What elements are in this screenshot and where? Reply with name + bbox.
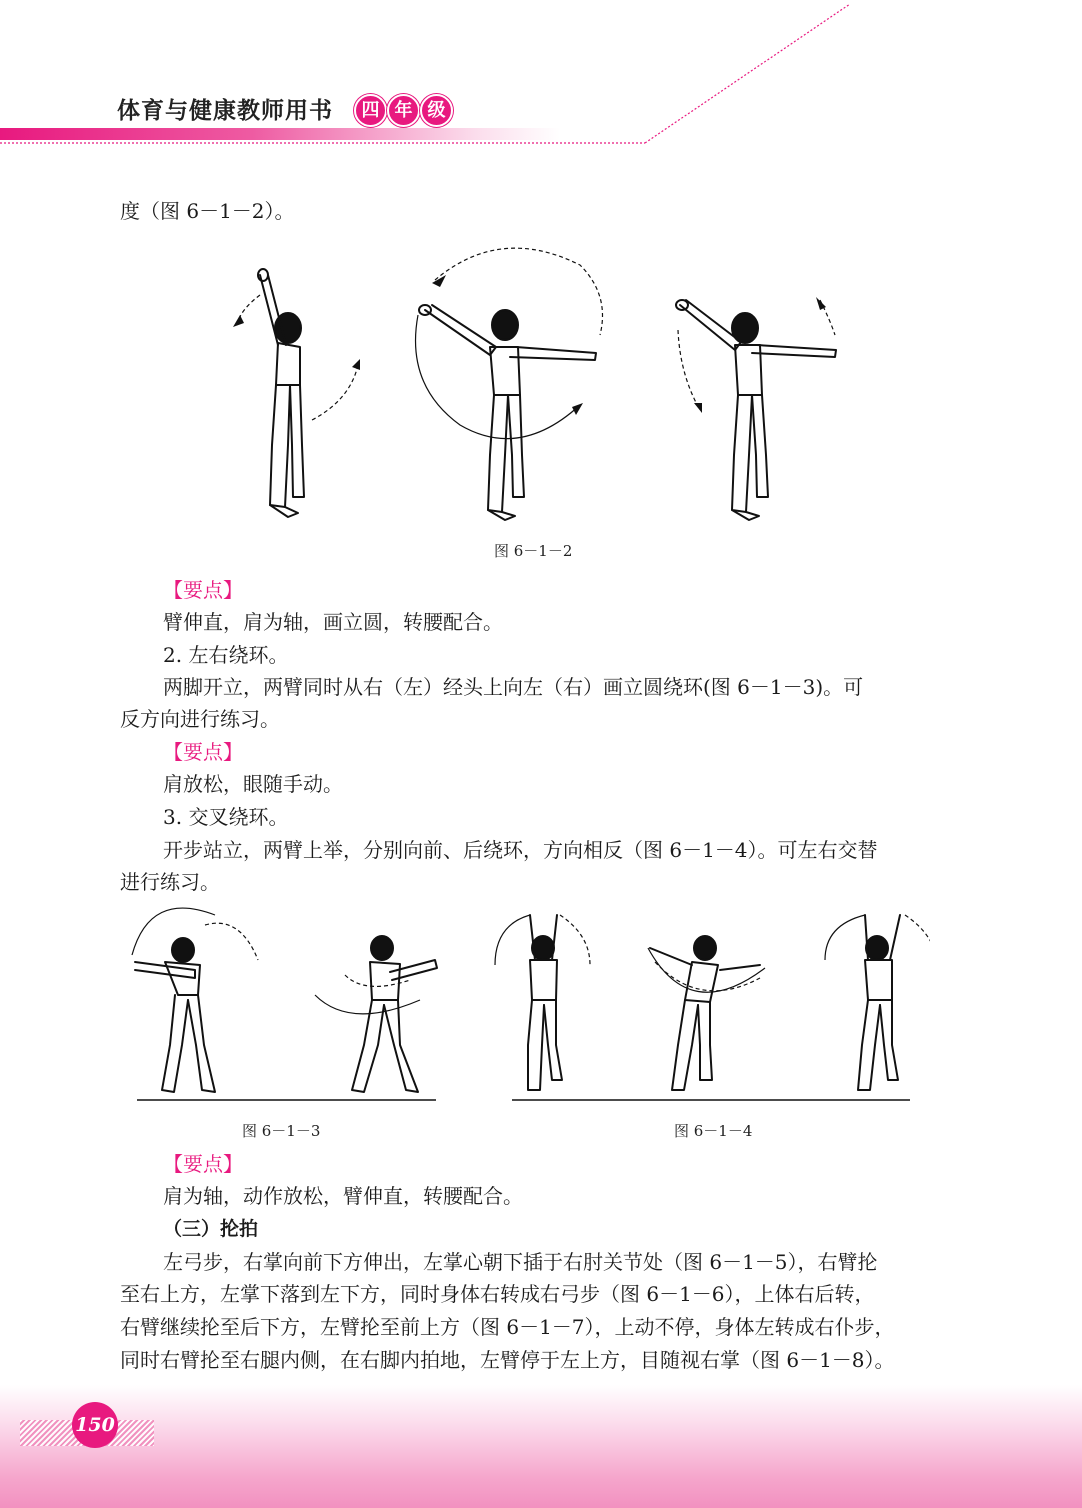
grade-char-3: 级 [420,94,453,127]
item-2-title: 2. 左右绕环。 [163,643,289,667]
figure-person-3a [135,938,215,1092]
figure-person-4c [858,915,900,1090]
item-3-title: 3. 交叉绕环。 [163,805,289,829]
section-title: （三）抡拍 [163,1218,259,1240]
item-3-line-1: 开步站立，两臂上举，分别向前、后绕环，方向相反（图 6－1－4）。可左右交替 [163,838,878,862]
header-bar [0,128,560,140]
caption-6-1-4: 图 6－1－4 [674,1122,753,1140]
key-point-text: 肩为轴，动作放松，臂伸直，转腰配合。 [163,1184,523,1208]
para-line-3: 右臂继续抡至后下方，左臂抡至前上方（图 6－1－7），上动不停，身体左转成右仆步， [120,1315,895,1339]
key-point-text: 肩放松，眼随手动。 [163,772,343,796]
key-point-text: 臂伸直，肩为轴，画立圆，转腰配合。 [163,610,503,634]
caption-6-1-2: 图 6－1－2 [494,542,573,560]
page-number: 150 [72,1402,118,1448]
figure-person-4a [528,915,562,1090]
item-3-line-2: 进行练习。 [120,870,220,894]
para-line-4: 同时右臂抡至右腿内侧，在右脚内拍地，左臂停于左上方，目随视右掌（图 6－1－8）。 [120,1348,895,1372]
caption-6-1-3: 图 6－1－3 [242,1122,321,1140]
intro-line: 度（图 6－1－2）。 [120,199,295,223]
para-line-1: 左弓步，右掌向前下方伸出，左掌心朝下插于右肘关节处（图 6－1－5），右臂抡 [163,1250,878,1274]
footer-band [0,1385,1082,1508]
para-line-2: 至右上方，左掌下落到左下方，同时身体右转成右弓步（图 6－1－6），上体右后转， [120,1282,875,1306]
grade-char-2: 年 [387,94,420,127]
key-point-label: 【要点】 [163,740,243,764]
figures-6-1-3-and-6-1-4 [120,900,930,1110]
book-title: 体育与健康教师用书 [117,97,333,124]
figure-person-4b [650,936,760,1090]
figure-person-1 [258,269,304,517]
figure-6-1-2 [200,235,880,530]
grade-char-1: 四 [354,94,387,127]
item-2-line-1: 两脚开立，两臂同时从右（左）经头上向左（右）画立圆绕环(图 6－1－3)。可 [163,675,864,699]
key-point-label: 【要点】 [163,578,243,602]
item-2-line-2: 反方向进行练习。 [120,707,280,731]
key-point-label: 【要点】 [163,1152,243,1176]
